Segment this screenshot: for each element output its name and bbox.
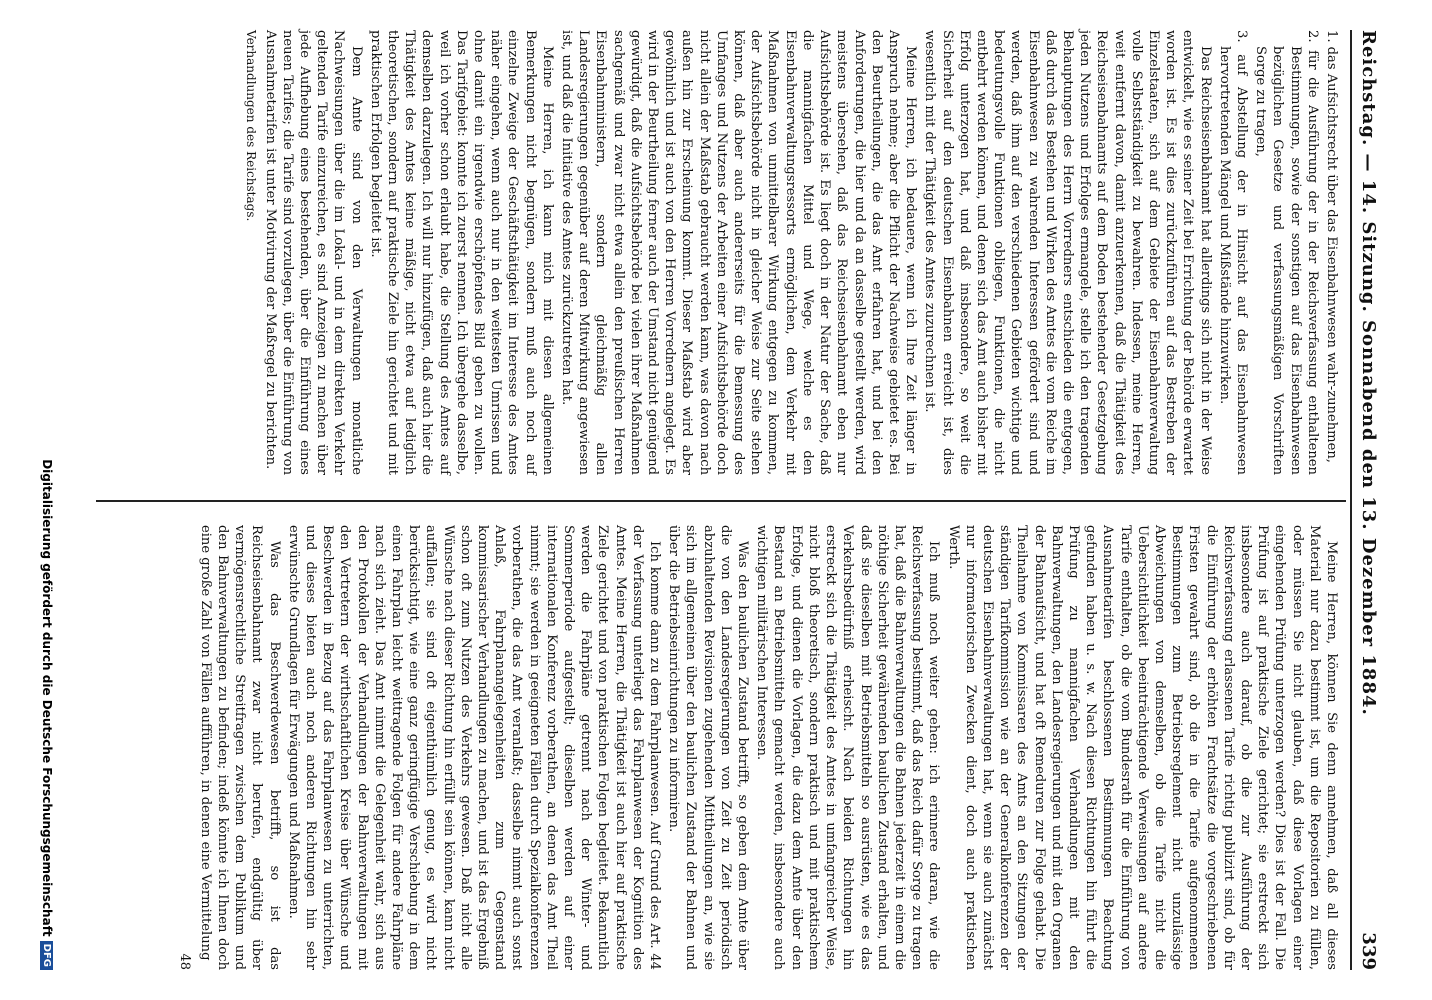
running-title: Reichstag. — 14. Sitzung. Sonnabend den 13. Dezember 1884. bbox=[1358, 30, 1379, 716]
paragraph: Meine Herren, ich bedauere, wenn ich Ihre Zeit länger in Anspruch nehme; aber die Pflicht der Nachweise gebietet es. Bei den Beurtheilungen, die das Amt erfahren hat, und bei den Anforderungen, die hier und da an dasselbe gestellt werden, wird meistens übersehen, daß das Reichseisenbahnamt eben nur Aufsichtsbehörde ist. Es liegt doch in der Natur der Sache, daß die mannigfachen Mittel und Wege, welche es den Eisenbahnverwaltungsressorts ermöglichen, dem Verkehr mit Maßnahmen von unmittelbarer Wirkung entgegen zu kommen, der Aufsichtsbehörde nicht in gleicher Weise zur Seite stehen können, daß aber auch andererseits für die Bemessung des Umfanges und Nutzens der Arbeiten einer Aufsichtsbehörde doch nicht allein der Maßstab gebraucht werden kann, was davon nach außen hin zur Erscheinung kommt. Dieser Maßstab wird aber gewöhnlich und ist auch von den Herren Vorrednern angelegt. Es wird in der Beurtheilung ferner auch der Umstand nicht genügend gewürdigt, daß die Aufsichtsbehörde bei vielen ihrer Maßnahmen sachgemäß und zwar nicht etwa allein den preußischen Herren Eisenbahnministern, sondern gleichmäßig allen Landesregierungen gegenüber auf deren Mitwirkung angewiesen ist, und daß die Initiative des Amtes zurückzutreten hat. bbox=[559, 30, 919, 475]
paragraph: Ich komme dann zu dem Fahrplanwesen. Auf Grund des Art. 44 der Verfassung unterliegt das Fahrplanwesen der Kognition des Amtes. Meine Herren, die Thätigkeit ist auch hier auf praktische Ziele gerichtet und von praktischen Folgen begleitet. Bekanntlich werden die Fahrpläne getrennt nach der Winter- und Sommerperiode aufgestellt; dieselben werden auf einer internationalen Konferenz vorberathen, an denen das Amt Theil nimmt; sie werden in geeigneten Fällen durch Spezialkonferenzen vorberathen, die das Amt veranlaßt; dasselbe nimmt auch sonst Anlaß, Fahrplanangelegenheiten zum Gegenstand kommissarischer Verhandlungen zu machen, und ist das Ergebniß schon oft zum Nutzen des Verkehrs gewesen. Daß nicht alle Wünsche nach dieser Richtung hin erfüllt sein können, kann nicht auffallen; sie sind oft eigenthümlich genug, es wird nicht berücksichtigt, wie eine ganz geringfügige Verschiebung in dem einen Fahrplan leicht weittragende Folgen für andere Fahrpläne nach sich zieht. Das Amt nimmt die Gelegenheit wahr, sich aus den Protokollen der Verhandlungen der Bahnverwaltungen mit den Vertretern der wirthschaftlichen Kreise über Wünsche und Beschwerden in Bezug auf das Fahrplanwesen zu unterrichten, und dieses bieten auch noch anderen Richtungen hin sehr erwünschte Grundlagen für Erwägungen und Maßnahmen. bbox=[285, 525, 663, 970]
paragraph: Meine Herren, können Sie denn annehmen, daß all dieses Material nur dazu bestimmt ist, um die Repositorien zu füllen, oder müssen Sie nicht glauben, daß diese Vorlagen einer eingehenden Prüfung unterzogen werden? Dies ist der Fall. Die Prüfung ist auf praktische Ziele gerichtet; sie erstreckt sich insbesondere auch darauf, ob die zur Ausführung der Reichsverfassung erlassenen Tarife richtig publizirt sind, ob für die Einführung der erhöhten Frachtsätze die vorgeschriebenen Fristen gewahrt sind, ob die in die Tarife aufgenommenen Bestimmungen zum Betriebsreglement nicht unzulässige Abweichungen von demselben, ob die Tarife nicht die Uebersichtlichkeit beeinträchtigende Verweisungen auf andere Tarife enthalten, ob die vom Bundesrath für die Einführung von Ausnahmetarifen beschlossenen Bestimmungen Beachtung gefunden haben u. s. w. Nach diesen Richtungen hin führt die Prüfung zu mannigfachen Verhandlungen mit den Bahnverwaltungen, den Landesregierungen und mit den Organen der Bahnaufsicht, und hat oft Remeduren zur Folge gehabt. Die Theilnahme von Kommissaren des Amts an den Sitzungen der ständigen Tarifkommission wie an der Generalkonferenzen der deutschen Eisenbahnverwaltungen hat, wenn sie auch zunächst nur informatorischen Zwecken dient, doch auch praktischen Werth. bbox=[945, 525, 1339, 970]
paragraph: Was das Beschwerdewesen betrifft, so ist das Reichseisenbahnamt zwar nicht berufen, endgültig über vermögensrechtliche Streitfragen zwischen dem Publikum und den Bahnverwaltungen zu befinden; indeß könnte ich Ihnen doch eine große Zahl von Fällen aufführen, in denen eine Vermittelung bbox=[197, 525, 282, 970]
left-column bbox=[240, 30, 1340, 475]
list-item: 3. auf Abstellung der in Hinsicht auf das Eisenbahnwesen hervortretenden Mängel und Mißstände hinzuwirken. bbox=[1216, 30, 1249, 475]
page-number: 339 bbox=[1358, 932, 1379, 970]
list-item: 2. für die Ausführung der in der Reichsverfassung enthaltenen Bestimmungen, sowie der sonstigen auf das Eisenbahnwesen bezüglichen Gesetze und verfassungsmäßigen Vorschriften Sorge zu tragen, bbox=[1253, 30, 1320, 475]
list-item: 1. das Aufsichtsrecht über das Eisenbahnwesen wahr-zunehmen, bbox=[1324, 30, 1339, 463]
right-column bbox=[175, 525, 1340, 970]
paragraph: Ich muß noch weiter gehen: ich erinnere daran, wie die Reichsverfassung bestimmt, daß das Reich dafür Sorge zu tragen hat, daß die Bahnverwaltungen die Bahnen jederzeit in einem die nöthige Sicherheit gewährenden baulichen Zustand erhalten, und daß sie dieselben mit Betriebsmitteln so ausrüsten, wie es das Verkehrsbedürfniß erheischt. Nach beiden Richtungen hin erstreckt sich die Thätigkeit des Amtes in umfangreicher Weise, nicht bloß theoretisch, sondern praktisch und mit praktischem Erfolge, und dienen die Vorlagen, die dazu dem Amte über den Bestand an Betriebsmitteln gemacht werden, insbesondere auch wichtigen militärischen Interessen. bbox=[754, 525, 942, 970]
paragraph: Dem Amte sind von den Verwaltungen monatliche Nachweisungen über die im Lokal- und in dem direkten Verkehr geltenden Tarife einzureichen, es sind Anzeigen zu machen über jede Aufhebung eines bestehenden, über die Einführung eines neuen Tarifes; die Tarife sind vorzulegen, über die Einführung von Ausnahmetarifen ist unter Motivirung der Maßregel zu berichten. bbox=[262, 30, 364, 475]
sheet-signature: 48 bbox=[176, 953, 192, 970]
paragraph: Meine Herren, ich kann mich mit diesen allgemeinen Bemerkungen nicht begnügen, sondern muß auch noch auf einzelne Zweige der Geschäftsthätigkeit im Interesse des Amtes näher eingehen, wenn auch nur in den weitesten Umrissen und ohne damit ein irgendwie erschöpfendes Bild geben zu wollen. Das Tarifgebiet: konnte ich zuerst nennen. Ich übergehe dasselbe, weil ich vorher schon erlaubt habe, die Stellung des Amtes auf demselben darzulegen. Ich will nur hinzufügen, daß auch hier die Thätigkeit des Amtes keine mäßige, nicht etwa auf lediglich theoretischen, sondern auf praktische Ziele hin gerichtet und mit praktischen Erfolgen begleitet ist. bbox=[367, 30, 555, 475]
dfg-logo: DFG bbox=[41, 941, 54, 970]
credit-text: Digitalisierung gefördert durch die Deutsche Forschungsgemeinschaft bbox=[40, 459, 54, 937]
paragraph: Das Reichseisenbahnamt hat allerdings sich nicht in der Weise entwickelt, wie es seiner Zeit bei Errichtung der Behörde erwartet worden ist. Es ist dies zurückzuführen auf das Bestreben der Einzelstaaten, sich auf dem Gebiete der Eisenbahnverwaltung volle Selbstständigkeit zu bewahren. Indessen, meine Herren, weit entfernt davon, damit anzuerkennen, daß die Thätigkeit des Reichseisenbahnamts auf dem Boden bestehender Gesetzgebung jeden Nutzens und Erfolges ermangele, stelle ich den tragenden Behauptungen des Herrn Vorredners entschieden die entgegen, daß durch das Bestehen und Wirken des Amtes die vom Reiche im Eisenbahnwesen zu wahrenden Interessen gefördert sind und werden, daß ihm auf den verschiedenen Gebieten wichtige und bedeutungsvolle Funktionen obliegen, Funktionen, die nicht entbehrt werden können, und denen sich das Amt auch bisher mit Erfolg unterzogen hat, und daß insbesondere, so weit die Sicherheit auf den deutschen Eisenbahnen erreicht ist, dies wesentlich mit der Thätigkeit des Amtes zuzurechnen ist. bbox=[922, 30, 1213, 475]
column-divider bbox=[96, 500, 1346, 502]
page-header bbox=[1350, 30, 1382, 970]
digitization-credit bbox=[40, 459, 54, 970]
paragraph: Was den baulichen Zustand betrifft, so geben dem Amte über die von den Landesregierungen von Zeit zu Zeit periodisch abzuhaltenden Revisionen zugehenden Mittheilungen an, wie sie sich im allgemeinen über den baulichen Zustand der Bahnen und über die Betriebseinrichtungen zu informiren. bbox=[666, 525, 751, 970]
imprint-note: Verhandlungen des Reichstags. bbox=[244, 30, 259, 222]
